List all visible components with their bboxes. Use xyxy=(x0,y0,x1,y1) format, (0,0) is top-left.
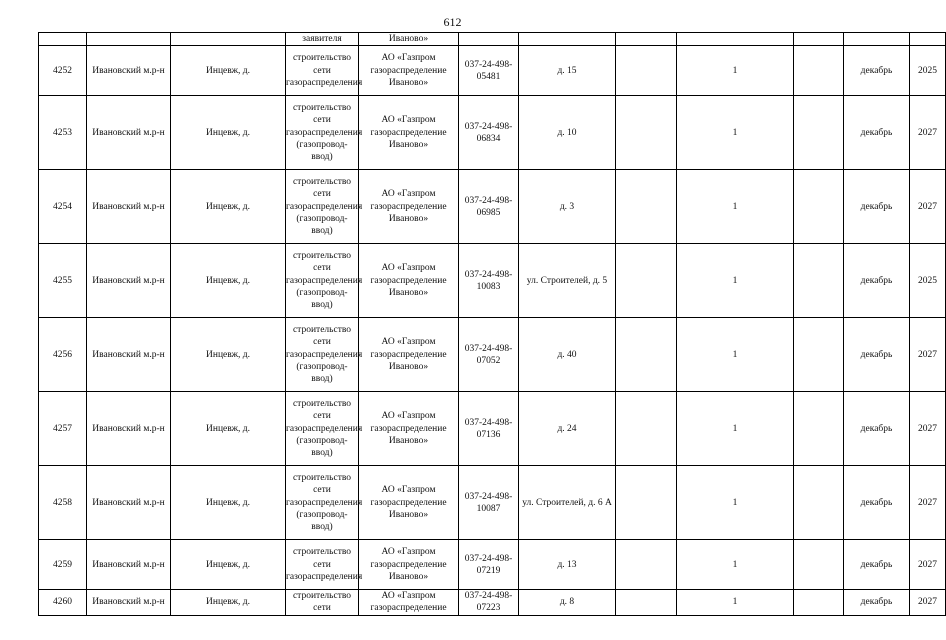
cell-col10 xyxy=(794,170,844,244)
cell-col8 xyxy=(616,46,677,96)
cell-district: Ивановский м.р-н xyxy=(87,392,171,466)
cell-month: декабрь xyxy=(844,540,910,590)
cell-org: АО «Газпром газораспределение Иваново» xyxy=(359,392,459,466)
table-row xyxy=(39,540,946,590)
cell-year: 2027 xyxy=(910,590,946,615)
cell-org: АО «Газпром газораспределение Иваново» xyxy=(359,318,459,392)
cell-month: декабрь xyxy=(844,392,910,466)
cell-year: 2027 xyxy=(910,540,946,590)
cell-work: строительство сети газораспределения (газопровод-ввод) xyxy=(286,318,359,392)
cell-locality: Инцевж, д. xyxy=(171,540,286,590)
table-row xyxy=(39,392,946,466)
cell-cadastral: 037-24-498-10087 xyxy=(459,466,519,540)
cell-year: 2027 xyxy=(910,318,946,392)
cell-cadastral: 037-24-498-06834 xyxy=(459,96,519,170)
cell-cadastral: 037-24-498-06985 xyxy=(459,170,519,244)
continuation-work: заявителя xyxy=(286,33,359,46)
cell-num: 4252 xyxy=(39,46,87,96)
cell-org: АО «Газпром газораспределение Иваново» xyxy=(359,244,459,318)
cell-district: Ивановский м.р-н xyxy=(87,466,171,540)
cell-num: 4256 xyxy=(39,318,87,392)
cell-qty: 1 xyxy=(677,466,794,540)
register-table xyxy=(38,32,946,616)
cell-cadastral: 037-24-498-07223 xyxy=(459,590,519,615)
cell-col10 xyxy=(794,318,844,392)
cell-address: ул. Строителей, д. 5 xyxy=(519,244,616,318)
cell-month: декабрь xyxy=(844,466,910,540)
cell-district: Ивановский м.р-н xyxy=(87,46,171,96)
cell-org: АО «Газпром газораспределение xyxy=(359,590,459,615)
cell-work: строительство сети газораспределения (газопровод-ввод) xyxy=(286,96,359,170)
cell-year: 2027 xyxy=(910,96,946,170)
cell-locality: Инцевж, д. xyxy=(171,170,286,244)
cell-locality: Инцевж, д. xyxy=(171,46,286,96)
cell-org: АО «Газпром газораспределение Иваново» xyxy=(359,540,459,590)
cell-month: декабрь xyxy=(844,46,910,96)
continuation-row xyxy=(39,33,946,46)
cell-col8 xyxy=(616,590,677,615)
table-row xyxy=(39,96,946,170)
cell-col8 xyxy=(616,540,677,590)
cell-num: 4254 xyxy=(39,170,87,244)
cell-cadastral: 037-24-498-07219 xyxy=(459,540,519,590)
cell-col8 xyxy=(616,170,677,244)
cell-district: Ивановский м.р-н xyxy=(87,170,171,244)
cell-cadastral: 037-24-498-07136 xyxy=(459,392,519,466)
cell-col8 xyxy=(616,96,677,170)
cell-month: декабрь xyxy=(844,244,910,318)
table-row xyxy=(39,318,946,392)
cell-col8 xyxy=(616,466,677,540)
cell-col10 xyxy=(794,392,844,466)
cell-month: декабрь xyxy=(844,318,910,392)
cell-qty: 1 xyxy=(677,318,794,392)
cell-col10 xyxy=(794,590,844,615)
cell-org: АО «Газпром газораспределение Иваново» xyxy=(359,170,459,244)
table-row xyxy=(39,170,946,244)
cell-address: д. 40 xyxy=(519,318,616,392)
cell-year: 2025 xyxy=(910,46,946,96)
cell-num: 4260 xyxy=(39,590,87,615)
cell-district: Ивановский м.р-н xyxy=(87,96,171,170)
cell-qty: 1 xyxy=(677,96,794,170)
cell-col10 xyxy=(794,466,844,540)
cell-cadastral: 037-24-498-07052 xyxy=(459,318,519,392)
cell-locality: Инцевж, д. xyxy=(171,318,286,392)
cell-cadastral: 037-24-498-05481 xyxy=(459,46,519,96)
cell-work: строительство сети газораспределения xyxy=(286,46,359,96)
cell-work: строительство сети газораспределения (газопровод-ввод) xyxy=(286,170,359,244)
cell-qty: 1 xyxy=(677,392,794,466)
cell-num: 4253 xyxy=(39,96,87,170)
cell-year: 2027 xyxy=(910,392,946,466)
cell-num: 4255 xyxy=(39,244,87,318)
cell-month: декабрь xyxy=(844,96,910,170)
cell-district: Ивановский м.р-н xyxy=(87,318,171,392)
cell-address: д. 8 xyxy=(519,590,616,615)
cell-year: 2027 xyxy=(910,466,946,540)
cell-qty: 1 xyxy=(677,46,794,96)
cell-col10 xyxy=(794,96,844,170)
cell-locality: Инцевж, д. xyxy=(171,466,286,540)
cell-work: строительство сети xyxy=(286,590,359,615)
cell-org: АО «Газпром газораспределение Иваново» xyxy=(359,466,459,540)
cell-num: 4258 xyxy=(39,466,87,540)
cell-address: д. 3 xyxy=(519,170,616,244)
cell-address: д. 15 xyxy=(519,46,616,96)
cell-col8 xyxy=(616,318,677,392)
cell-qty: 1 xyxy=(677,540,794,590)
cell-num: 4259 xyxy=(39,540,87,590)
cell-locality: Инцевж, д. xyxy=(171,244,286,318)
cell-district: Ивановский м.р-н xyxy=(87,590,171,615)
cell-work: строительство сети газораспределения (газопровод-ввод) xyxy=(286,244,359,318)
cell-org: АО «Газпром газораспределение Иваново» xyxy=(359,46,459,96)
cell-col8 xyxy=(616,244,677,318)
table-row xyxy=(39,590,946,615)
table-row xyxy=(39,46,946,96)
cell-work: строительство сети газораспределения xyxy=(286,540,359,590)
cell-cadastral: 037-24-498-10083 xyxy=(459,244,519,318)
cell-year: 2025 xyxy=(910,244,946,318)
table-row xyxy=(39,244,946,318)
continuation-org: Иваново» xyxy=(359,33,459,46)
page-number: 612 xyxy=(443,15,462,29)
cell-num: 4257 xyxy=(39,392,87,466)
cell-month: декабрь xyxy=(844,590,910,615)
cell-work: строительство сети газораспределения (газопровод-ввод) xyxy=(286,392,359,466)
table-row xyxy=(39,466,946,540)
cell-district: Ивановский м.р-н xyxy=(87,540,171,590)
cell-qty: 1 xyxy=(677,590,794,615)
cell-locality: Инцевж, д. xyxy=(171,96,286,170)
cell-address: д. 13 xyxy=(519,540,616,590)
cell-col10 xyxy=(794,540,844,590)
cell-year: 2027 xyxy=(910,170,946,244)
cell-col8 xyxy=(616,392,677,466)
cell-qty: 1 xyxy=(677,244,794,318)
cell-org: АО «Газпром газораспределение Иваново» xyxy=(359,96,459,170)
cell-month: декабрь xyxy=(844,170,910,244)
cell-col10 xyxy=(794,46,844,96)
cell-address: ул. Строителей, д. 6 А xyxy=(519,466,616,540)
cell-address: д. 24 xyxy=(519,392,616,466)
cell-locality: Инцевж, д. xyxy=(171,392,286,466)
cell-address: д. 10 xyxy=(519,96,616,170)
cell-locality: Инцевж, д. xyxy=(171,590,286,615)
cell-work: строительство сети газораспределения (газопровод-ввод) xyxy=(286,466,359,540)
cell-district: Ивановский м.р-н xyxy=(87,244,171,318)
cell-col10 xyxy=(794,244,844,318)
cell-qty: 1 xyxy=(677,170,794,244)
